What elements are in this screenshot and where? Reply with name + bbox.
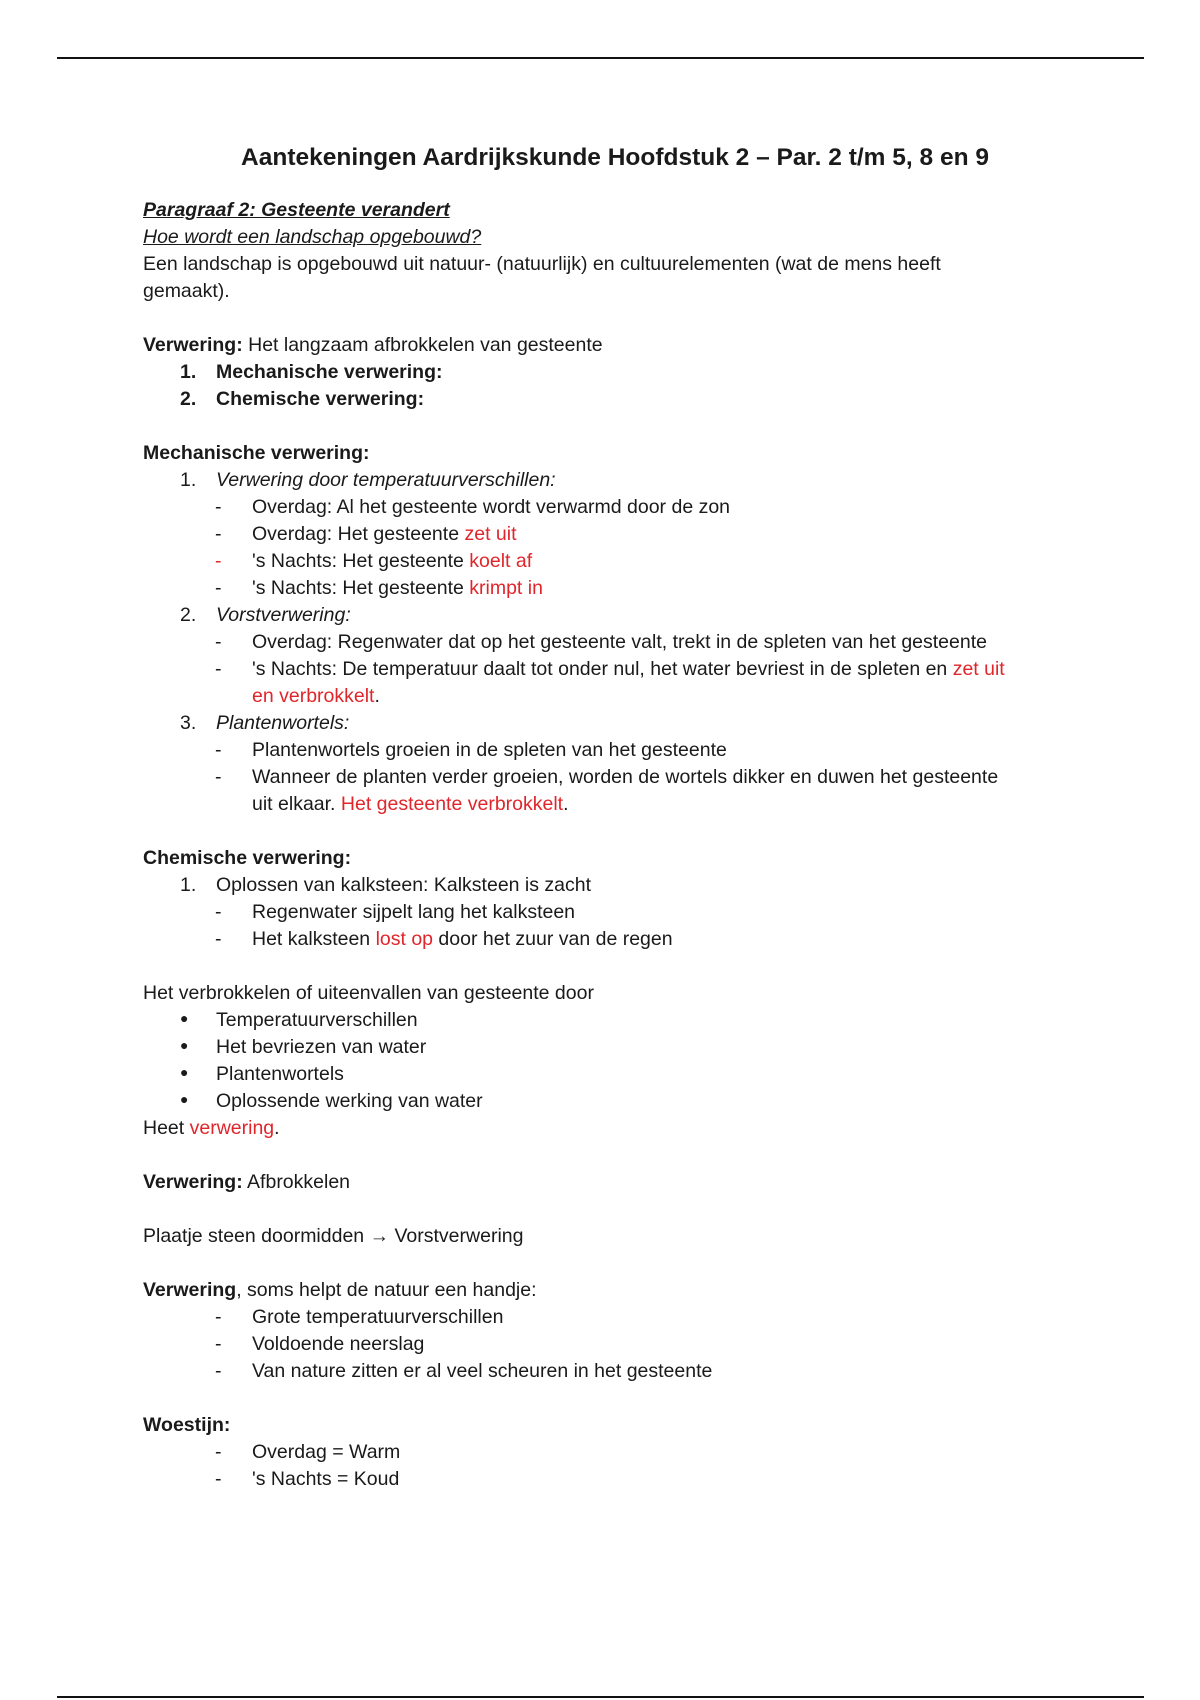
item-text: Vorstverwering: <box>216 604 351 626</box>
bottom-rule <box>57 1696 1144 1698</box>
dash-marker: - <box>215 1306 222 1328</box>
item-text: Mechanische verwering: <box>216 361 443 383</box>
dash-item <box>143 656 1073 683</box>
item-text: 's Nachts: Het gesteente <box>252 550 470 572</box>
numbered-item <box>143 467 1073 494</box>
dash-item <box>143 521 1073 548</box>
item-text: Wanneer de planten verder groeien, worden de wortels dikker en duwen het gesteente <box>252 766 999 788</box>
dash-item <box>143 1466 1073 1493</box>
item-text: uit elkaar. <box>252 793 341 815</box>
dash-item <box>143 1331 1073 1358</box>
highlight-text: Het gesteente verbrokkelt <box>340 793 564 815</box>
item-number: 3. <box>180 712 197 734</box>
verwering-definition <box>143 332 1073 359</box>
highlight-text: en verbrokkelt <box>252 685 375 707</box>
dash-marker: - <box>215 577 222 599</box>
item-text: Het bevriezen van water <box>216 1036 427 1058</box>
item-text: Het kalksteen <box>252 928 376 950</box>
highlight-text: verwering <box>189 1117 275 1139</box>
dash-item <box>143 1304 1073 1331</box>
section-question: Hoe wordt een landschap opgebouwd? <box>143 226 482 248</box>
item-text: Oplossende werking van water <box>216 1090 483 1112</box>
image-note <box>143 1223 1073 1250</box>
item-text: Plaatje steen doormidden <box>143 1225 370 1247</box>
highlight-text: koelt af <box>469 550 533 572</box>
numbered-item <box>143 872 1073 899</box>
intro-line: gemaakt). <box>143 280 230 302</box>
dash-item <box>143 1439 1073 1466</box>
term-text: , soms helpt de natuur een handje: <box>236 1279 537 1301</box>
numbered-item <box>143 710 1073 737</box>
bullet-item <box>143 1061 1073 1088</box>
page-title: Aantekeningen Aardrijkskunde Hoofdstuk 2 – Par. 2 t/m 5, 8 en 9 <box>241 144 989 171</box>
dash-marker: - <box>215 928 222 950</box>
bullet-marker: ● <box>180 1037 189 1053</box>
dash-marker: - <box>215 550 222 572</box>
dash-marker: - <box>215 766 222 788</box>
bullet-marker: ● <box>180 1064 189 1080</box>
summary-intro: Het verbrokkelen of uiteenvallen van gesteente door <box>143 982 594 1004</box>
dash-item <box>143 1358 1073 1385</box>
item-text: Temperatuurverschillen <box>216 1009 418 1031</box>
dash-item <box>143 737 1073 764</box>
bullet-item <box>143 1034 1073 1061</box>
dash-item <box>143 629 1073 656</box>
term-text: Afbrokkelen <box>242 1171 351 1193</box>
dash-item <box>143 575 1073 602</box>
bullet-marker: ● <box>180 1010 189 1026</box>
dash-marker: - <box>215 658 222 680</box>
item-text: Plantenwortels <box>216 1063 344 1085</box>
dash-item-continuation <box>143 683 1073 710</box>
numbered-item <box>143 602 1073 629</box>
highlight-text: lost op <box>375 928 434 950</box>
summary-conclusion <box>143 1115 1073 1142</box>
item-text: 's Nachts = Koud <box>252 1468 400 1490</box>
item-text: Overdag = Warm <box>252 1441 401 1463</box>
highlight-text: krimpt in <box>469 577 543 599</box>
item-text: Voldoende neerslag <box>252 1333 425 1355</box>
numbered-item <box>143 386 1073 413</box>
dash-marker: - <box>215 631 222 653</box>
item-text: Chemische verwering: <box>216 388 425 410</box>
item-number: 1. <box>180 469 197 491</box>
dash-marker: - <box>215 1360 222 1382</box>
numbered-item <box>143 359 1073 386</box>
dash-item <box>143 926 1073 953</box>
dash-item-continuation <box>143 791 1073 818</box>
section-heading-par2: Paragraaf 2: Gesteente verandert <box>143 199 450 221</box>
dash-marker: - <box>215 739 222 761</box>
term-text: Het langzaam afbrokkelen van gesteente <box>242 334 603 356</box>
item-text: Overdag: Het gesteente <box>252 523 465 545</box>
item-text: Overdag: Al het gesteente wordt verwarmd door de zon <box>252 496 731 518</box>
term-label: Verwering <box>143 1279 237 1301</box>
item-number: 1. <box>180 874 197 896</box>
item-text: Regenwater sijpelt lang het kalksteen <box>252 901 576 923</box>
item-text: . <box>274 1117 280 1139</box>
dash-item <box>143 494 1073 521</box>
mechanisch-heading: Mechanische verwering: <box>143 442 370 464</box>
bullet-marker: ● <box>180 1091 189 1107</box>
dash-marker: - <box>215 1441 222 1463</box>
dash-item <box>143 764 1073 791</box>
item-text: . <box>374 685 380 707</box>
dash-marker: - <box>215 496 222 518</box>
item-text: Grote temperatuurverschillen <box>252 1306 504 1328</box>
natuur-intro <box>143 1277 1073 1304</box>
item-text: 's Nachts: Het gesteente <box>252 577 470 599</box>
item-text: Verwering door temperatuurverschillen: <box>216 469 556 491</box>
item-text: Vorstverwering <box>389 1225 524 1247</box>
dash-item <box>143 899 1073 926</box>
item-text: Overdag: Regenwater dat op het gesteente valt, trekt in de spleten van het gesteente <box>252 631 987 653</box>
item-number: 1. <box>180 361 197 383</box>
dash-marker: - <box>215 1333 222 1355</box>
bullet-item <box>143 1007 1073 1034</box>
dash-item <box>143 548 1073 575</box>
item-number: 2. <box>180 388 197 410</box>
woestijn-heading: Woestijn: <box>143 1414 231 1436</box>
item-text: 's Nachts: De temperatuur daalt tot onder nul, het water bevriest in de spleten en <box>252 658 953 680</box>
dash-marker: - <box>215 901 222 923</box>
dash-marker: - <box>215 1468 222 1490</box>
term-label: Verwering: <box>143 1171 243 1193</box>
highlight-text: zet uit <box>952 658 1005 680</box>
chemisch-heading: Chemische verwering: <box>143 847 352 869</box>
item-text: Plantenwortels: <box>216 712 350 734</box>
bullet-item <box>143 1088 1073 1115</box>
item-text: Heet <box>143 1117 190 1139</box>
term-label: Verwering: <box>143 334 243 356</box>
intro-line: Een landschap is opgebouwd uit natuur- (natuurlijk) en cultuurelementen (wat de mens heeft <box>143 253 941 275</box>
arrow-right-icon: → <box>369 1225 390 1247</box>
document-body <box>143 144 1073 1493</box>
dash-marker: - <box>215 523 222 545</box>
item-text: door het zuur van de regen <box>433 928 673 950</box>
item-text: . <box>563 793 569 815</box>
item-number: 2. <box>180 604 197 626</box>
item-text: Van nature zitten er al veel scheuren in het gesteente <box>252 1360 713 1382</box>
top-rule <box>57 57 1144 59</box>
verwering-summary <box>143 1169 1073 1196</box>
highlight-text: zet uit <box>464 523 517 545</box>
item-text: Oplossen van kalksteen: Kalksteen is zacht <box>216 874 592 896</box>
item-text: Plantenwortels groeien in de spleten van het gesteente <box>252 739 727 761</box>
